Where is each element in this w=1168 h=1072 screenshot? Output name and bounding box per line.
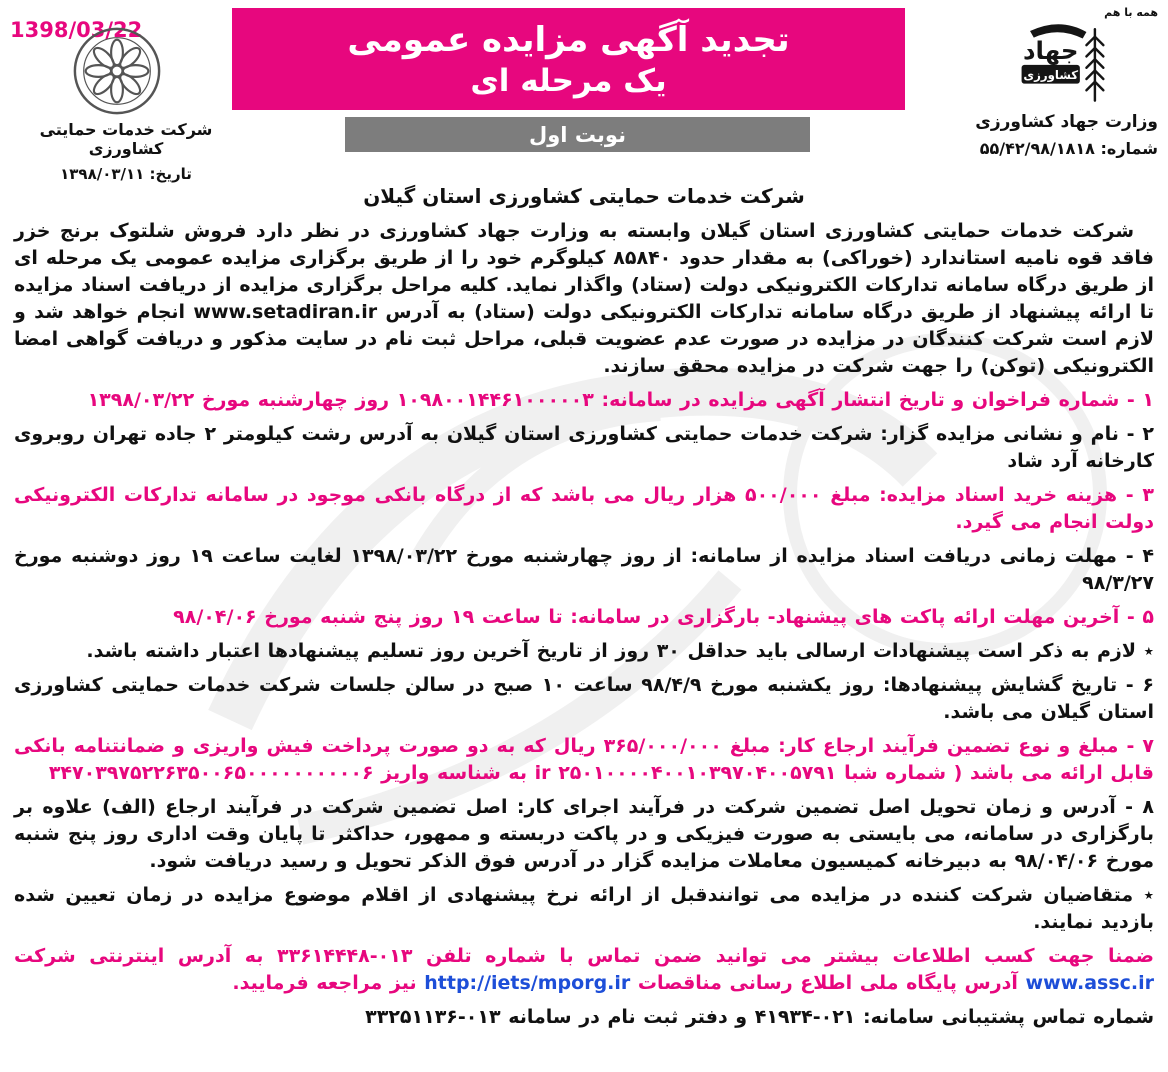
logo-word-keshavarzi: کشاورزی (1023, 67, 1079, 82)
corner-date: 1398/03/22 (10, 18, 143, 42)
ministry-logo-icon (1014, 16, 1110, 110)
ad-title-line2: یک مرحله ای (470, 62, 667, 99)
logo-word-jahad: جهاد (1022, 36, 1079, 66)
company-website-link[interactable]: www.assc.ir (1025, 972, 1154, 994)
round-banner (345, 117, 810, 152)
note-validity: ٭ لازم به ذکر است پیشنهادات ارسالی باید حداقل ۳۰ روز از تاریخ آخرین روز تسلیم پیشنهادها اعتبار داشته باشد. (86, 640, 1154, 662)
ad-title-line1: تجدید آگهی مزایده عمومی (347, 19, 790, 60)
ad-title-banner (232, 8, 905, 110)
tenders-portal-link[interactable]: http://iets/mporg.ir (424, 972, 631, 994)
contact-prefix: ضمنا جهت کسب اطلاعات بیشتر می توانید ضمن تماس با شماره تلفن ۰۱۳-۳۳۶۱۴۴۴۸ به آدرس اینترنتی شرکت (14, 945, 1154, 967)
section-title: شرکت خدمات حمایتی کشاورزی استان گیلان (363, 184, 805, 208)
item-8-guarantee-delivery: ۸ - آدرس و زمان تحویل اصل تضمین شرکت در فرآیند اجرای کار: اصل تضمین شرکت در فرآیند ارجاع (الف) علاوه بر بارگزاری در سامانه، می بایستی به صورت فیزیکی و در پاکت دربسته و ممهور، حداکثر تا پایان وقت اداری روز پنج شنبه مورخ ۹۸/۰۴/۰۶ به دبیرخانه کمیسیون معاملات مزایده گزار در آدرس فوق الذکر تحویل و رسید دریافت شود. (14, 796, 1154, 872)
contact-suffix: نیز مراجعه فرمایید. (232, 972, 425, 994)
support-phone-line: شماره تماس پشتیبانی سامانه: ۰۲۱-۴۱۹۳۴ و دفتر ثبت نام در سامانه ۰۱۳-۳۳۲۵۱۱۳۶ (365, 1006, 1154, 1028)
item-3-document-fee: ۳ - هزینه خرید اسناد مزایده: مبلغ ۵۰۰/۰۰۰ هزار ریال می باشد که از درگاه بانکی موجود در سامانه تدارکات الکترونیکی دولت انجام می گیرد. (14, 484, 1154, 533)
item-4-document-deadline: ۴ - مهلت زمانی دریافت اسناد مزایده از سامانه: از روز چهارشنبه مورخ ۱۳۹۸/۰۳/۲۲ لغایت ساعت ۱۹ روز دوشنبه مورخ ۹۸/۳/۲۷ (14, 545, 1154, 594)
round-label: نوبت اول (529, 122, 626, 147)
issuer-block (4, 120, 248, 183)
ministry-logo (1014, 16, 1110, 110)
item-1-announcement-number: ۱ - شماره فراخوان و تاریخ انتشار آگهی مزایده در سامانه: ۱۰۹۸۰۰۱۴۴۶۱۰۰۰۰۰۳ روز چهارشنبه مورخ ۱۳۹۸/۰۳/۲۲ (87, 389, 1154, 411)
item-5-submission-deadline: ۵ - آخرین مهلت ارائه پاکت های پیشنهاد- بارگزاری در سامانه: تا ساعت ۱۹ روز پنج شنبه مورخ ۹۸/۰۴/۰۶ (173, 606, 1154, 628)
company-stamp (70, 24, 164, 118)
company-stamp-icon (70, 24, 164, 118)
note-site-visit: ٭ متقاضیان شرکت کننده در مزایده می توانندقبل از ارائه نرخ پیشنهادی از اقلام موضوع مزایده در زمان تعیین شده بازدید نمایند. (14, 884, 1154, 933)
motto-text: همه با هم (1104, 6, 1158, 19)
contact-middle: آدرس پایگاه ملی اطلاع رسانی مناقصات (630, 972, 1026, 994)
ministry-number: شماره: ۵۵/۴۲/۹۸/۱۸۱۸ (979, 139, 1158, 158)
item-2-organizer-address: ۲ - نام و نشانی مزایده گزار: شرکت خدمات حمایتی کشاورزی استان گیلان به آدرس رشت کیلومتر ۲ جاده تهران روبروی کارخانه آرد شاد (14, 423, 1154, 472)
issuer-name: شرکت خدمات حمایتی کشاورزی (39, 120, 213, 158)
issuer-date: تاریخ: ۱۳۹۸/۰۳/۱۱ (60, 165, 192, 183)
item-6-opening-date: ۶ - تاریخ گشایش پیشنهادها: روز یکشنبه مورخ ۹۸/۴/۹ ساعت ۱۰ صبح در سالن جلسات شرکت خدمات حمایتی کشاورزی استان گیلان می باشد. (14, 674, 1154, 723)
intro-paragraph: شرکت خدمات حمایتی کشاورزی استان گیلان وابسته به وزارت جهاد کشاورزی در نظر دارد فروش شلتوک برنج خزر فاقد قوه نامیه استاندارد (خوراکی) به مقدار حدود ۸۵۸۴۰ کیلوگرم خود را از طریق برگزاری مزایده عمومی یک مرحله ای از طریق درگاه سامانه تدارکات الکترونیکی دولت (ستاد) واگذار نماید. کلیه مراحل برگزاری مزایده از دریافت اسناد مزایده تا ارائه پیشنهاد از طریق درگاه سامانه تدارکات الکترونیکی دولت (ستاد) به آدرس www.setadiran.ir انجام خواهد شد و لازم است شرکت کنندگان در مزایده در صورت عدم عضویت قبلی، مراحل ثبت نام در سایت مذکور و دریافت گواهی امضا الکترونیکی (توکن) را جهت شرکت در مزایده محقق سازند. (14, 220, 1154, 377)
item-7-guarantee-amount: ۷ - مبلغ و نوع تضمین فرآیند ارجاع کار: مبلغ ۳۶۵/۰۰۰/۰۰۰ ریال که به دو صورت پرداخت فیش واریزی و ضمانتنامه بانکی قابل ارائه می باشد ( شماره شبا ۲۵۰۱۰۰۰۰۴۰۰۱۰۳۹۷۰۴۰۰۵۷۹۱ ir به شناسه واریز ۳۴۷۰۳۹۷۵۲۲۶۳۵۰۰۶۵۰۰۰۰۰۰۰۰۰۰۶ (14, 735, 1154, 784)
ministry-name: وزارت جهاد کشاورزی (975, 112, 1158, 132)
ministry-block (975, 112, 1158, 158)
